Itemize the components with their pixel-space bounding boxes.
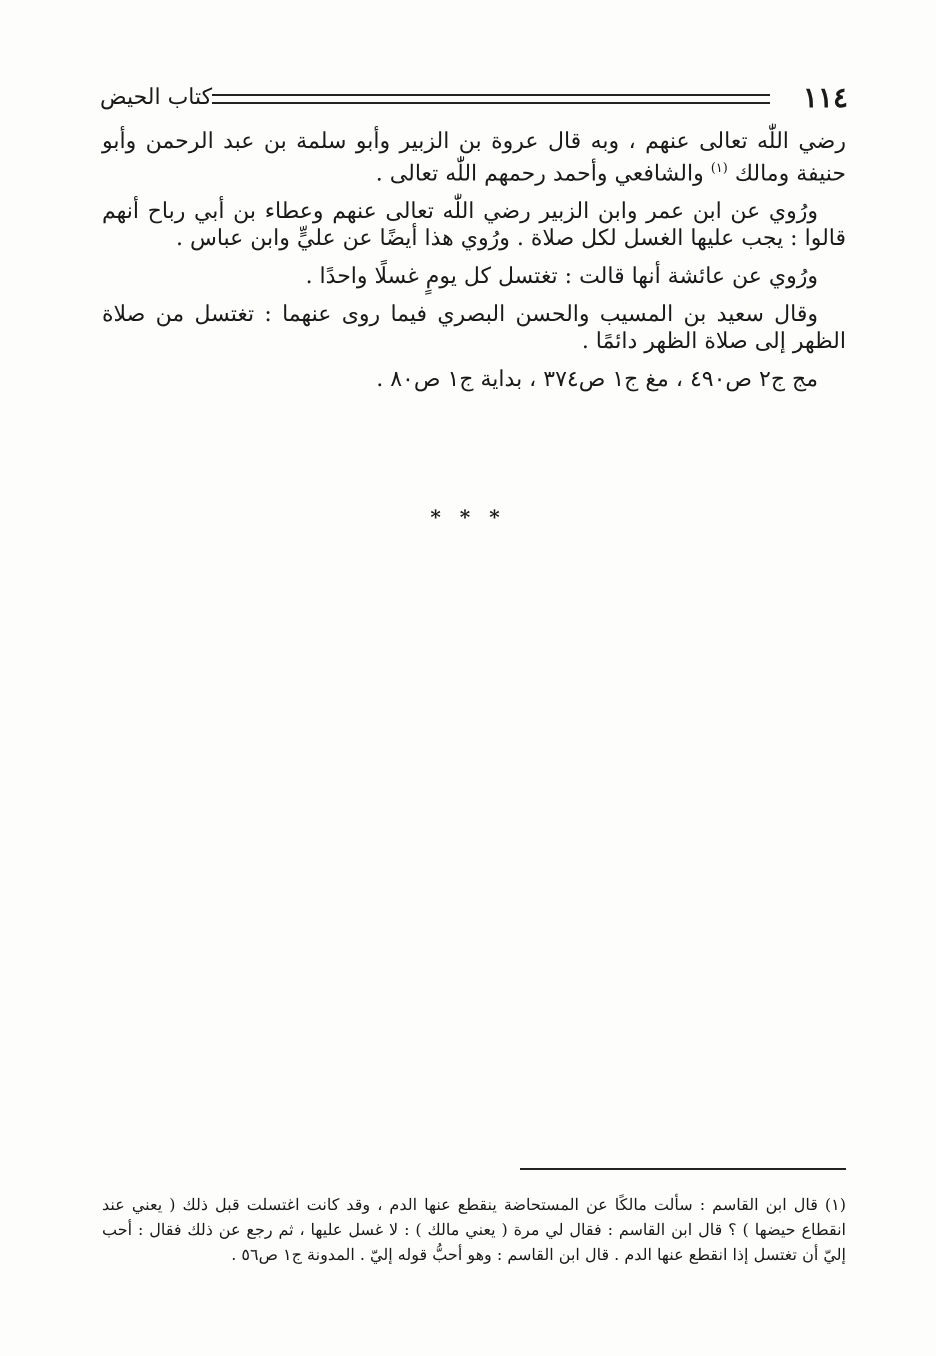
footnote: (١) قال ابن القاسم : سألت مالكًا عن المستحاضة ينقطع عنها الدم ، وقد كانت اغتسلت قبل ذلك ( يعني عند انقطاع حيضها ) ؟ قال ابن القاسم : فقال لي مرة ( يعني مالك ) : لا غسل عليها ، ثم رجع عن ذلك فقال : أحب إليّ أن تغتسل إذا انقطع عنها الدم . قال ابن القاسم : وهو أحبُّ قوله إليّ . المدونة ج١ ص٥٦ .: [102, 1195, 847, 1264]
footnote-marker: (١): [710, 161, 728, 176]
page-header: [100, 78, 848, 118]
paragraph-3: ورُوي عن عائشة أنها قالت : تغتسل كل يومٍ غسلًا واحدًا .: [305, 264, 818, 290]
running-title: كتاب الحيض: [100, 85, 213, 110]
paragraph-2: ورُوي عن ابن عمر وابن الزبير رضي اللّٰه تعالى عنهم وعطاء بن أبي رباح أنهم قالوا : يجب عليها الغسل لكل صلاة . ورُوي هذا أيضًا عن عليٍّ وابن عباس .: [102, 199, 846, 252]
header-rule: [212, 94, 770, 104]
paragraph-1-text: رضي اللّٰه تعالى عنهم ، وبه قال عروة بن الزبير وأبو سلمة بن عبد الرحمن وأبو حنيفة ومالك: [102, 129, 846, 187]
body-text: [102, 128, 846, 404]
paragraph-1: [102, 128, 846, 187]
paragraph-1-continuation: والشافعي وأحمد رحمهم اللّٰه تعالى .: [375, 161, 704, 187]
footnote-rule: [520, 1168, 846, 1170]
paragraph-5-sources: مج ج٢ ص٤٩٠ ، مغ ج١ ص٣٧٤ ، بداية ج١ ص٨٠ .: [376, 367, 818, 393]
paragraph-4: وقال سعيد بن المسيب والحسن البصري فيما روى عنهما : تغتسل من صلاة الظهر إلى صلاة الظهر دائمًا .: [102, 302, 846, 355]
page-number: ١١٤: [802, 81, 848, 114]
section-separator: * * *: [430, 505, 506, 529]
